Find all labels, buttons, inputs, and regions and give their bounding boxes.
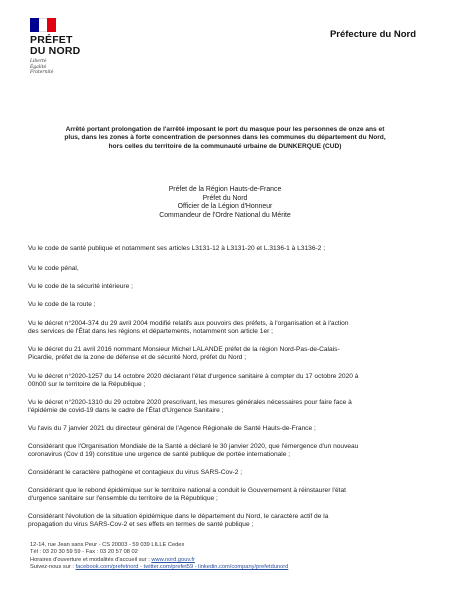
visa-paragraph xyxy=(28,399,426,415)
motto-word: Liberté xyxy=(30,59,47,64)
motto-word: Égalité xyxy=(30,64,47,70)
footer-address: 12-14, rue Jean sans Peur - CS 20003 - 59 039 LILLE Cedex xyxy=(30,542,185,548)
considerant-paragraph xyxy=(28,469,426,477)
visa-line: l'épidémie de covid-19 dans le cadre de l'État d'Urgence Sanitaire ; xyxy=(28,407,224,415)
considerant-paragraph xyxy=(28,487,426,503)
visa-paragraph xyxy=(28,320,426,336)
title-line: plus, dans les zones à forte concentration de personnes dans les communes du département du Nord, xyxy=(64,134,386,142)
footer-hours xyxy=(30,557,390,564)
logo-motto xyxy=(30,59,100,76)
considerant-line: Considérant que le rebond épidémique sur le territoire national a conduit le Gouvernement à réinstaurer l'état xyxy=(28,487,346,494)
visa-line: Vu le décret n°2020-1310 du 29 octobre 2020 prescrivant, les mesures générales nécessaires pour faire face à xyxy=(28,399,352,406)
flag-white-band xyxy=(39,18,48,32)
logo-line-1: PRÉFET xyxy=(30,34,73,46)
visa-paragraph xyxy=(28,425,426,433)
visa-paragraph xyxy=(28,245,426,253)
considerant-paragraph xyxy=(28,443,426,459)
visa-line: Vu le décret du 21 avril 2016 nommant Monsieur Michel LALANDE préfet de la région Nord-Pas-de-Calais- xyxy=(28,346,340,353)
visa-line: Vu le décret n°2004-374 du 29 avril 2004 modifié relatifs aux pouvoirs des préfets, à l'organisation et à l'action xyxy=(28,320,349,327)
page-footer xyxy=(30,542,390,572)
french-flag-icon xyxy=(30,18,56,32)
motto-word: Fraternité xyxy=(30,70,54,75)
visa-line: Vu le code de santé publique et notamment ses articles L3131-12 à L3131-20 et L.3136-1 à L3136-2 ; xyxy=(28,245,326,252)
visa-line: Vu le décret n°2020-1257 du 14 octobre 2020 déclarant l'état d'urgence sanitaire à compter du 17 octobre 2020 à xyxy=(28,373,359,380)
flag-red-band xyxy=(47,18,56,32)
footer-phone: Tél : 03 20 30 59 59 - Fax : 03 20 57 08 02 xyxy=(30,549,138,556)
title-line: hors celles du territoire de la communauté urbaine de DUNKERQUE (CUD) xyxy=(108,142,342,150)
considerant-line: d'urgence sanitaire sur l'ensemble du territoire de la République ; xyxy=(28,495,218,503)
visa-paragraph xyxy=(28,346,426,362)
signatory-line: Préfet de la Région Hauts-de-France xyxy=(168,186,282,193)
visa-line: Vu le code pénal, xyxy=(28,265,79,272)
prefet-logo xyxy=(30,18,100,76)
signatory-line: Commandeur de l'Ordre National du Mérite xyxy=(159,211,291,219)
logo-line-2: DU NORD xyxy=(30,44,81,57)
social-links[interactable]: facebook.com/prefetnord - twitter.com/prefet59 - linkedin.com/company/prefetdunord xyxy=(75,564,289,571)
considerant-line: Considérant l'évolution de la situation épidémique dans le département du Nord, le caractère actif de la xyxy=(28,513,329,520)
visa-paragraph xyxy=(28,265,426,273)
arrete-title xyxy=(28,126,422,151)
visa-line: Vu le code de la route ; xyxy=(28,301,96,308)
visa-line: des services de l'État dans les régions et départements, notamment son article 1er ; xyxy=(28,328,273,336)
visa-paragraph xyxy=(28,301,426,309)
signatory-block xyxy=(120,186,330,220)
footer-social xyxy=(30,564,390,571)
considerant-line: coronavirus (Cov d 19) constitue une urgence de santé publique de portée internationale ; xyxy=(28,451,291,459)
visa-paragraph xyxy=(28,283,426,291)
flag-blue-band xyxy=(30,18,39,32)
visa-line: Vu l'avis du 7 janvier 2021 du directeur général de l'Agence Régionale de Santé Hauts-de-France ; xyxy=(28,425,316,432)
title-line: Arrêté portant prolongation de l'arrêté imposant le port du masque pour les personnes de onze ans et xyxy=(65,126,385,133)
prefecture-heading: Préfecture du Nord xyxy=(329,29,416,40)
considerant-paragraph xyxy=(28,513,426,529)
considerant-line: propagation du virus SARS-Cov-2 et ses effets en termes de santé publique ; xyxy=(28,521,254,529)
visa-line: 00h00 sur le territoire de la République ; xyxy=(28,381,146,389)
considerant-line: Considérant le caractère pathogène et contagieux du virus SARS-Cov-2 ; xyxy=(28,469,243,476)
signatory-line: Officier de la Légion d'Honneur xyxy=(177,203,273,211)
footer-follow-label: Suivez-nous sur : xyxy=(30,564,76,571)
footer-hours-label: Horaires d'ouverture et modalités d'accueil sur : xyxy=(30,556,152,563)
considerant-line: Considérant que l'Organisation Mondiale de la Santé a déclaré le 30 janvier 2020, que l'émergence d'un nouveau xyxy=(28,443,359,450)
signatory-line: Préfet du Nord xyxy=(202,194,248,202)
visa-line: Vu le code de la sécurité intérieure ; xyxy=(28,283,133,290)
visa-line: Picardie, préfet de la zone de défense et de sécurité Nord, préfet du Nord ; xyxy=(28,354,247,362)
website-link[interactable]: www.nord.gouv.fr xyxy=(151,556,195,563)
visa-paragraph xyxy=(28,373,426,389)
